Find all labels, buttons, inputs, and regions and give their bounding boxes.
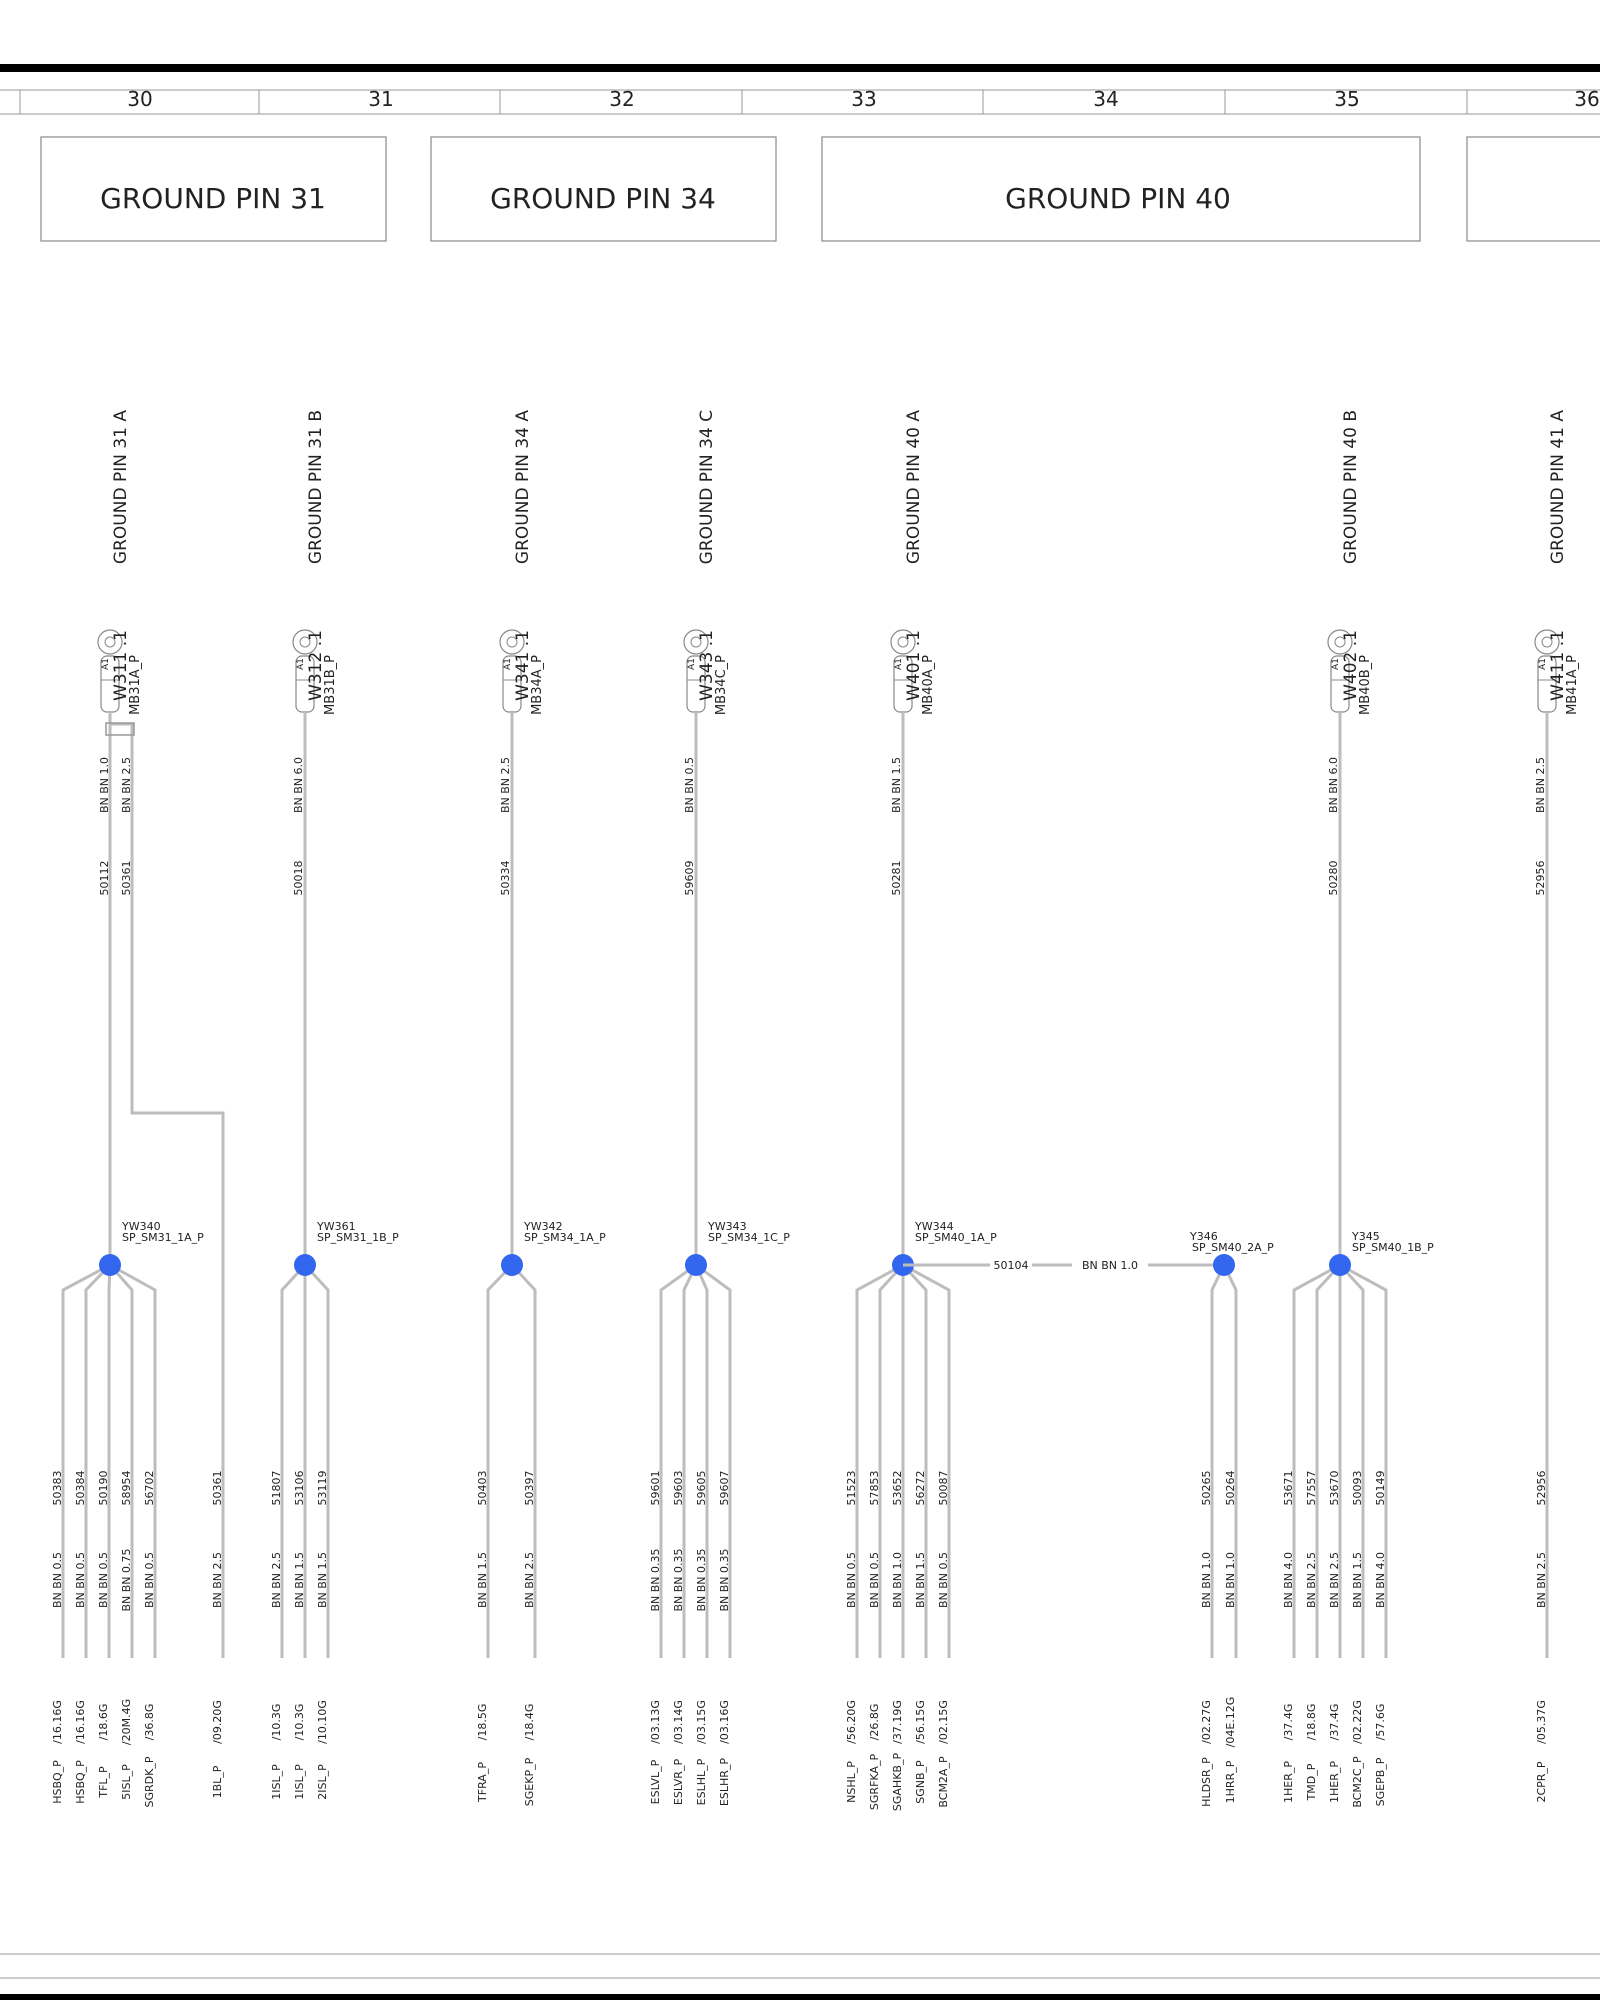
branch-wire: [1212, 1265, 1224, 1658]
branch-spec: BN BN 1.5: [914, 1551, 927, 1609]
branch-wire-number: 53670: [1328, 1470, 1341, 1506]
branch-dest: TFL_P: [97, 1766, 110, 1798]
branch-spec: BN BN 2.5: [523, 1551, 536, 1609]
branch-ref: /10.3G: [293, 1703, 306, 1741]
branch-ref: /10.10G: [316, 1700, 329, 1744]
branch-dest: TMD_P: [1305, 1763, 1318, 1801]
splice-name: SP_SM40_1A_P: [915, 1231, 997, 1244]
splice-id: YW340: [122, 1220, 161, 1233]
connector-code: MB31A_P: [128, 655, 143, 715]
connector-code: MB34A_P: [530, 655, 545, 715]
connector-code: MB41A_P: [1565, 655, 1580, 715]
connector-name: W402 .1: [1341, 630, 1361, 701]
connector-pin: A1: [503, 658, 513, 670]
branch-dest: HLDSR_P: [1200, 1757, 1213, 1807]
branch-ref: /20M.4G: [120, 1698, 133, 1746]
grid-column-number: 36: [1574, 87, 1600, 111]
branch-wire-number: 50384: [74, 1470, 87, 1506]
branch-dest: ESLHL_P: [695, 1758, 708, 1806]
branch-ref: /18.4G: [523, 1703, 536, 1741]
branch-dest: BCM2A_P: [937, 1756, 950, 1808]
connector-pin: A1: [296, 658, 306, 670]
splice-id: Y345: [1352, 1230, 1380, 1243]
splice-point-icon: [501, 1254, 523, 1276]
trunk-wire-number: 50018: [292, 860, 305, 896]
trunk-color: BN BN 2.5: [499, 756, 512, 814]
branch-spec: BN BN 1.0: [1200, 1551, 1213, 1609]
branch-ref: /03.14G: [672, 1700, 685, 1744]
branch-spec: BN BN 0.5: [143, 1551, 156, 1609]
branch-spec: BN BN 0.35: [672, 1548, 685, 1612]
branch-ref: /37.19G: [891, 1700, 904, 1744]
connector-pin: A1: [687, 658, 697, 670]
splice-name: SP_SM40_2A_P: [1192, 1241, 1274, 1254]
branch-ref: /09.20G: [211, 1700, 224, 1744]
branch-spec: BN BN 2.5: [211, 1551, 224, 1609]
connector-name: W401 .1: [904, 630, 924, 701]
branch-wire-number: 51807: [270, 1470, 283, 1506]
splice-id: YW342: [524, 1220, 563, 1233]
branch-ref: /16.16G: [74, 1700, 87, 1744]
branch-ref: /02.27G: [1200, 1700, 1213, 1744]
branch-dest: SGAHKB_P: [891, 1752, 904, 1812]
splice-name: SP_SM31_1B_P: [317, 1231, 399, 1244]
branch-dest: SGRDK_P: [143, 1756, 156, 1808]
branch-spec: BN BN 0.35: [695, 1548, 708, 1612]
branch-ref: /37.4G: [1328, 1703, 1341, 1741]
branch-ref: /05.37G: [1535, 1700, 1548, 1744]
branch-wire-number: 57853: [868, 1470, 881, 1506]
branch-dest: ESLHR_P: [718, 1757, 731, 1807]
branch-dest: 1BL_P: [211, 1765, 224, 1799]
branch-wire-number: 50264: [1224, 1470, 1237, 1506]
branch-wire-number: 59601: [649, 1470, 662, 1506]
splice-name: SP_SM40_1B_P: [1352, 1241, 1434, 1254]
connector-name: W311 .1: [111, 630, 131, 701]
trunk-color: BN BN 6.0: [1327, 756, 1340, 814]
connector-title: GROUND PIN 31 A: [111, 410, 131, 565]
splice-point-icon: [1329, 1254, 1351, 1276]
branch-dest: HSBQ_P: [74, 1760, 87, 1804]
connector-code: MB40B_P: [1358, 655, 1373, 715]
grid-column-number: 35: [1334, 87, 1360, 111]
branch-wire-number: 56272: [914, 1470, 927, 1506]
trunk-wire-number: 59609: [683, 860, 696, 896]
branch-dest: HSBQ_P: [51, 1760, 64, 1804]
branch-ref: /56.20G: [845, 1700, 858, 1744]
connector-code: MB31B_P: [323, 655, 338, 715]
connector-title: GROUND PIN 34 C: [697, 410, 717, 565]
branch-dest: 1HER_P: [1328, 1761, 1341, 1803]
branch-spec: BN BN 1.5: [293, 1551, 306, 1609]
branch-dest: SGRFKA_P: [868, 1753, 881, 1811]
branch-wire-number: 58954: [120, 1470, 133, 1506]
branch-spec: BN BN 1.5: [1351, 1551, 1364, 1609]
branch-dest: 5ISL_P: [120, 1764, 133, 1800]
trunk-wire-number: 50112: [98, 860, 111, 896]
trunk-color: BN BN 0.5: [683, 756, 696, 814]
branch-dest: 1HER_P: [1282, 1761, 1295, 1803]
header-title: GROUND PIN 31: [100, 182, 326, 215]
branch-wire-number: 53652: [891, 1470, 904, 1506]
branch-ref: /37.4G: [1282, 1703, 1295, 1741]
branch-dest: 1HRR_P: [1224, 1760, 1237, 1804]
header-title: GROUND PIN 40: [1005, 182, 1231, 215]
connector-pin: A1: [101, 658, 111, 670]
trunk-wire-number: 50281: [890, 860, 903, 896]
connector-code: MB34C_P: [714, 655, 729, 716]
branch-wire-number: 50149: [1374, 1470, 1387, 1506]
header-cut-off: [1467, 137, 1600, 241]
branch-wire-number: 57557: [1305, 1470, 1318, 1506]
branch-wire-number: 50190: [97, 1470, 110, 1506]
splice-id: YW343: [708, 1220, 747, 1233]
branch-spec: BN BN 0.5: [97, 1551, 110, 1609]
branch-spec: BN BN 0.35: [718, 1548, 731, 1612]
branch-ref: /16.16G: [51, 1700, 64, 1744]
connector-title: GROUND PIN 41 A: [1548, 410, 1568, 565]
branch-spec: BN BN 1.0: [1224, 1551, 1237, 1609]
trunk-color: BN BN 2.5: [120, 756, 133, 814]
branch-wire-number: 59607: [718, 1470, 731, 1506]
branch-spec: BN BN 0.35: [649, 1548, 662, 1612]
branch-dest: NSHL_P: [845, 1761, 858, 1803]
link-wire-spec: BN BN 1.0: [1081, 1259, 1139, 1272]
splice-point-icon: [99, 1254, 121, 1276]
branch-dest: SGNB_P: [914, 1760, 927, 1804]
trunk-color: BN BN 6.0: [292, 756, 305, 814]
branch-spec: BN BN 2.5: [1305, 1551, 1318, 1609]
branch-ref: /18.5G: [476, 1703, 489, 1741]
branch-wire-number: 53119: [316, 1470, 329, 1506]
branch-spec: BN BN 4.0: [1282, 1551, 1295, 1609]
branch-wire-number: 59605: [695, 1470, 708, 1506]
splice-point-icon: [685, 1254, 707, 1276]
branch-spec: BN BN 0.5: [845, 1551, 858, 1609]
trunk-wire-number: 52956: [1534, 860, 1547, 896]
branch-dest: 2ISL_P: [316, 1764, 329, 1800]
branch-wire-number: 50397: [523, 1470, 536, 1506]
branch-ref: /26.8G: [868, 1703, 881, 1741]
branch-ref: /04E.12G: [1224, 1696, 1237, 1748]
grid-ruler: [20, 87, 1600, 114]
branch-ref: /03.13G: [649, 1700, 662, 1744]
branch-wire-number: 50265: [1200, 1470, 1213, 1506]
branch-spec: BN BN 0.5: [51, 1551, 64, 1609]
trunk-wire-number: 50361: [120, 860, 133, 896]
branch-ref: /03.16G: [718, 1700, 731, 1744]
grid-column-number: 34: [1093, 87, 1119, 111]
branch-wire-number: 52956: [1535, 1470, 1548, 1506]
splice-name: SP_SM34_1C_P: [708, 1231, 790, 1244]
connector-code: MB40A_P: [921, 655, 936, 715]
connector-pin: A1: [1538, 658, 1548, 670]
branch-wire-number: 53671: [1282, 1470, 1295, 1506]
branch-wire-number: 50361: [211, 1470, 224, 1506]
connector-name: W341 .1: [513, 630, 533, 701]
branch-ref: /18.6G: [97, 1703, 110, 1741]
branch-spec: BN BN 0.5: [937, 1551, 950, 1609]
branch-ref: /02.15G: [937, 1700, 950, 1744]
branch-spec: BN BN 1.5: [316, 1551, 329, 1609]
connector-pin: A1: [1331, 658, 1341, 670]
branch-spec: BN BN 1.0: [891, 1551, 904, 1609]
branch-dest: 1ISL_P: [270, 1764, 283, 1800]
connector-title: GROUND PIN 40 B: [1341, 410, 1361, 565]
branch-wire-number: 59603: [672, 1470, 685, 1506]
connector-name: W411 .1: [1548, 630, 1568, 701]
splice-point-icon: [1213, 1254, 1235, 1276]
branch-spec: BN BN 1.5: [476, 1551, 489, 1609]
connector-pin: A1: [894, 658, 904, 670]
connector-name: W312 .1: [306, 630, 326, 701]
branch-dest: TFRA_P: [476, 1762, 489, 1802]
branch-spec: BN BN 2.5: [1328, 1551, 1341, 1609]
branch-spec: BN BN 2.5: [270, 1551, 283, 1609]
branch-dest: ESLVL_P: [649, 1759, 662, 1805]
trunk-color: BN BN 1.0: [98, 756, 111, 814]
splice-id: YW361: [317, 1220, 356, 1233]
branch-wire-number: 50093: [1351, 1470, 1364, 1506]
grid-column-number: 32: [609, 87, 635, 111]
branch-spec: BN BN 4.0: [1374, 1551, 1387, 1609]
branch-wire-number: 50383: [51, 1470, 64, 1506]
branch-wire-number: 50087: [937, 1470, 950, 1506]
connector-title: GROUND PIN 31 B: [306, 410, 326, 565]
branch-dest: SGEPB_P: [1374, 1757, 1387, 1807]
branch-wire-number: 50403: [476, 1470, 489, 1506]
branch-ref: /03.15G: [695, 1700, 708, 1744]
branch-spec: BN BN 0.75: [120, 1548, 133, 1612]
header-ground-pin-31: [41, 137, 386, 241]
branch-dest: SGEKP_P: [523, 1757, 536, 1807]
bottom-frame-bar: [0, 1994, 1600, 2000]
branch-ref: /56.15G: [914, 1700, 927, 1744]
branch-dest: 1ISL_P: [293, 1764, 306, 1800]
branch-dest: BCM2C_P: [1351, 1756, 1364, 1808]
trunk-wire-number: 50280: [1327, 860, 1340, 896]
grid-column-number: 33: [851, 87, 877, 111]
link-wire-number: 50104: [993, 1259, 1029, 1272]
grid-column-number: 31: [368, 87, 394, 111]
branch-ref: /02.22G: [1351, 1700, 1364, 1744]
branch-dest: 2CPR_P: [1535, 1761, 1548, 1803]
grid-column-number: 30: [127, 87, 153, 111]
trunk-color: BN BN 1.5: [890, 756, 903, 814]
trunk-wire: [110, 712, 223, 1658]
connector-title: GROUND PIN 34 A: [513, 410, 533, 565]
branch-wire-number: 51523: [845, 1470, 858, 1506]
trunk-wire-number: 50334: [499, 860, 512, 896]
branch-wire-number: 56702: [143, 1470, 156, 1506]
splice-id: Y346: [1190, 1230, 1218, 1243]
splice-name: SP_SM34_1A_P: [524, 1231, 606, 1244]
branch-ref: /57.6G: [1374, 1703, 1387, 1741]
branch-ref: /36.8G: [143, 1703, 156, 1741]
splice-name: SP_SM31_1A_P: [122, 1231, 204, 1244]
branch-wire: [488, 1265, 512, 1658]
header-title: GROUND PIN 34: [490, 182, 716, 215]
branch-spec: BN BN 0.5: [868, 1551, 881, 1609]
splice-point-icon: [294, 1254, 316, 1276]
trunk-color: BN BN 2.5: [1534, 756, 1547, 814]
branch-ref: /10.3G: [270, 1703, 283, 1741]
header-ground-pin-40: [822, 137, 1420, 241]
splice-id: YW344: [915, 1220, 954, 1233]
label-layer: [51, 410, 1580, 1811]
branch-spec: BN BN 2.5: [1535, 1551, 1548, 1609]
top-frame-bar: [0, 64, 1600, 72]
branch-wire-number: 53106: [293, 1470, 306, 1506]
connector-name: W343 .1: [697, 630, 717, 701]
header-ground-pin-34: [431, 137, 776, 241]
branch-ref: /18.8G: [1305, 1703, 1318, 1741]
branch-spec: BN BN 0.5: [74, 1551, 87, 1609]
connector-title: GROUND PIN 40 A: [904, 410, 924, 565]
branch-dest: ESLVR_P: [672, 1758, 685, 1806]
